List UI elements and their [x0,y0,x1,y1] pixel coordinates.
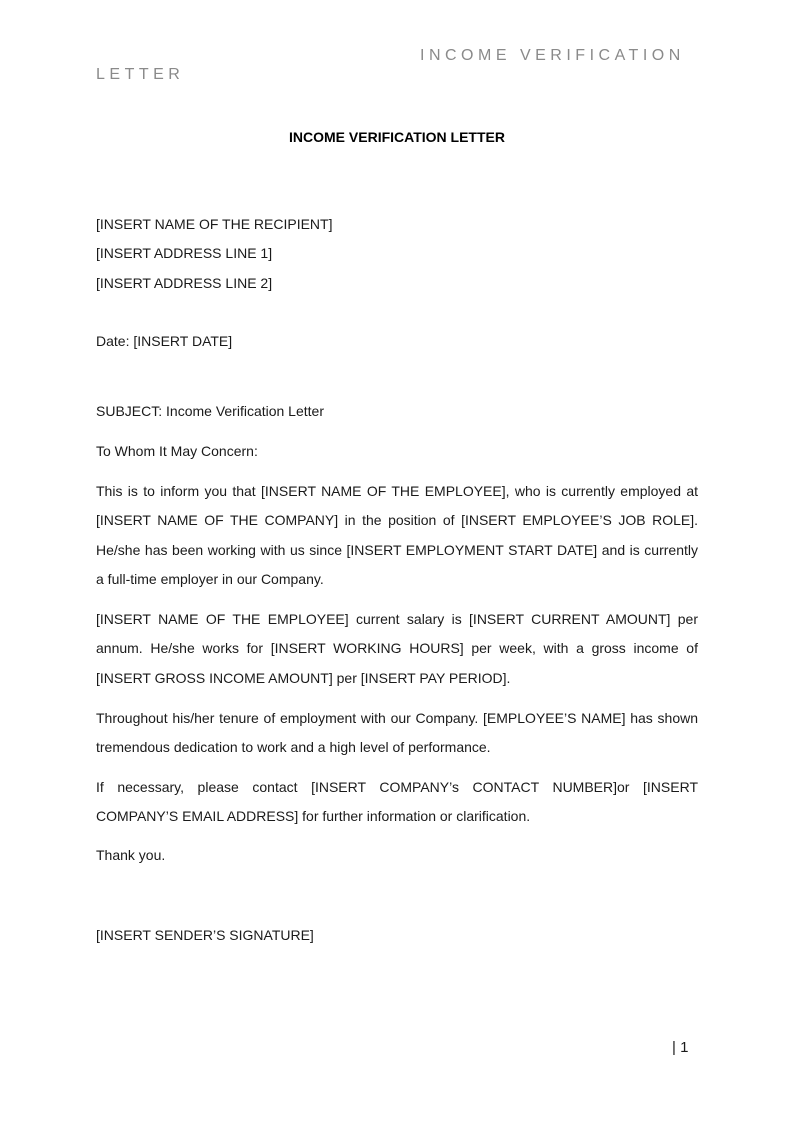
recipient-address-line-2: [INSERT ADDRESS LINE 2] [96,275,273,291]
letter-salutation: To Whom It May Concern: [96,443,258,459]
paragraph-salary: [INSERT NAME OF THE EMPLOYEE] current salary is [INSERT CURRENT AMOUNT] per annum. He/she works for [INSERT WORKING HOURS] per week, with a gross income of [INSERT GROSS INCOME AMOUNT] per [INSERT PAY PERIOD]. [96,611,698,686]
running-header-title: INCOME VERIFICATION [420,47,685,64]
recipient-name: [INSERT NAME OF THE RECIPIENT] [96,216,333,232]
document-title: INCOME VERIFICATION LETTER [289,129,505,145]
recipient-address-line-1: [INSERT ADDRESS LINE 1] [96,245,273,261]
paragraph-employment: This is to inform you that [INSERT NAME OF THE EMPLOYEE], who is currently employed at [INSERT NAME OF THE COMPANY] in the position of [INSERT EMPLOYEE’S JOB ROLE]. He/she has been working with us since [INSERT EMPLOYMENT START DATE] and is currently a full-time employer in our Company. [96,483,698,588]
letter-subject: SUBJECT: Income Verification Letter [96,403,324,419]
letter-closing: Thank you. [96,847,166,863]
paragraph-contact: If necessary, please contact [INSERT COMPANY’s CONTACT NUMBER]or [INSERT COMPANY’S EMAIL ADDRESS] for further information or clarification. [96,779,698,825]
sender-signature-placeholder: [INSERT SENDER’S SIGNATURE] [96,927,314,943]
paragraph-performance: Throughout his/her tenure of employment with our Company. [EMPLOYEE’S NAME] has shown tremendous dedication to work and a high level of performance. [96,710,698,756]
page-number: | 1 [672,1039,689,1056]
running-header-title-continued: LETTER [96,66,185,83]
letter-date: Date: [INSERT DATE] [96,333,233,349]
